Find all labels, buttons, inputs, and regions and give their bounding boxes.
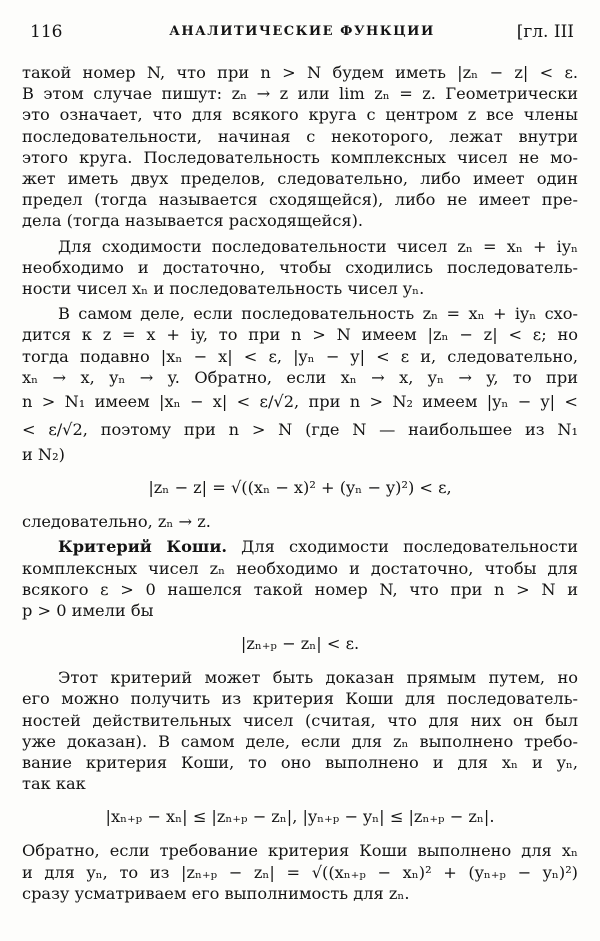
formula: |zₙ − z| = √((xₙ − x)² + (yₙ − y)²) < ε, [148, 478, 452, 498]
text-line: Этот критерий может быть доказан прямым путем, но [58, 668, 578, 688]
text-line: В самом деле, если последовательность zₙ = xₙ + iyₙ схо- [58, 304, 578, 324]
chapter-marker: [гл. III [516, 22, 574, 42]
text-line: Для сходимости последовательности чисел zₙ = xₙ + iyₙ [58, 236, 578, 256]
text-line: уже доказан). В самом деле, если для zₙ выполнено требо- [22, 731, 578, 751]
text-line: последовательности, начиная с некоторого, лежат внутри [22, 126, 578, 146]
text-line: В этом случае пишут: zₙ → z или lim zₙ = z. Геометрически [22, 84, 578, 104]
page-header [30, 22, 574, 46]
text-line: < ε/√2, поэтому при n > N (где N — наибольшее из N₁ [22, 420, 578, 440]
text-line: ности чисел xₙ и последовательность чисел yₙ. [22, 279, 425, 299]
text-line: сразу усматриваем его выполнимость для zₙ. [22, 883, 410, 903]
text-line: вание критерия Коши, то оно выполнено и для xₙ и yₙ, [22, 753, 578, 773]
text-line: этого круга. Последовательность комплексных чисел не мо- [22, 147, 578, 167]
text-line: так как [22, 774, 86, 794]
text-line: предел (тогда называется сходящейся), либо не имеет пре- [22, 190, 578, 210]
text-line: дится к z = x + iy, то при n > N имеем |zₙ − z| < ε; но [22, 325, 578, 345]
text-line: дела (тогда называется расходящейся). [22, 211, 364, 231]
text-line: комплексных чисел zₙ необходимо и достаточно, чтобы для [22, 558, 578, 578]
page-number: 116 [30, 22, 63, 42]
text-line: xₙ → x, yₙ → y. Обратно, если xₙ → x, yₙ → y, то при [22, 367, 578, 387]
text-line: жет иметь двух пределов, следовательно, либо имеет один [22, 169, 578, 189]
running-title: АНАЛИТИЧЕСКИЕ ФУНКЦИИ [169, 24, 435, 39]
text-line: ностей действительных чисел (считая, что для них он был [22, 710, 578, 730]
text-line: и для yₙ, то из |zₙ₊ₚ − zₙ| = √((xₙ₊ₚ − xₙ)² + (yₙ₊ₚ − yₙ)²) [22, 862, 578, 882]
text-fragment: Для сходимости последовательности [241, 537, 578, 557]
cauchy-criterion-heading: Критерий Коши. [58, 537, 227, 557]
text-line: следовательно, zₙ → z. [22, 512, 211, 532]
formula: |xₙ₊ₚ − xₙ| ≤ |zₙ₊ₚ − zₙ|, |yₙ₊ₚ − yₙ| ≤ |zₙ₊ₚ − zₙ|. [105, 807, 495, 827]
text-line: всякого ε > 0 нашелся такой номер N, что при n > N и [22, 579, 578, 599]
text-line: и N₂) [22, 445, 65, 465]
text-line: такой номер N, что при n > N будем иметь |zₙ − z| < ε. [22, 63, 578, 82]
text-line: Обратно, если требование критерия Коши выполнено для xₙ [22, 841, 578, 861]
formula: |zₙ₊ₚ − zₙ| < ε. [240, 634, 360, 654]
text-line: это означает, что для всякого круга с центром z все члены [22, 105, 578, 125]
text-line: тогда подавно |xₙ − x| < ε, |yₙ − y| < ε и, следовательно, [22, 346, 578, 366]
text-line [22, 536, 578, 557]
page-body [22, 62, 578, 904]
text-line: необходимо и достаточно, чтобы сходились последователь- [22, 257, 578, 277]
text-line: n > N₁ имеем |xₙ − x| < ε/√2, при n > N₂ имеем |yₙ − y| < [22, 392, 578, 412]
text-line: p > 0 имели бы [22, 601, 154, 621]
text-line: его можно получить из критерия Коши для последователь- [22, 689, 578, 709]
